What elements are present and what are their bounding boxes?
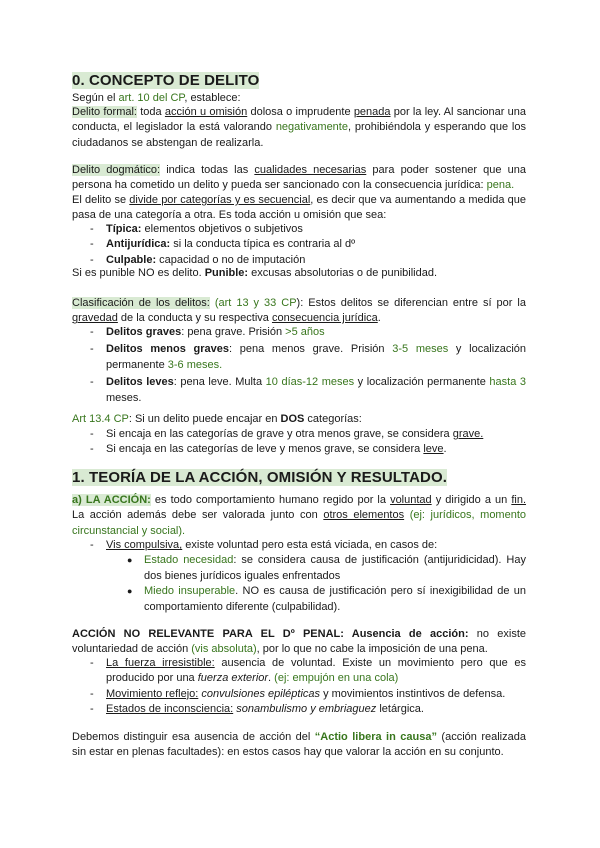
text: Si es punible NO es delito. <box>72 267 205 279</box>
delito-formal-label: Delito formal: <box>72 106 137 118</box>
list-item <box>72 325 526 340</box>
item-text: y movimientos instintivos de defensa. <box>320 687 506 700</box>
text: es todo comportamiento humano regido por la <box>150 494 391 506</box>
text: por la ley. Al sancionar una conducta, el legislador la está valorando <box>72 106 527 134</box>
green-reference: (art 13 y 33 CP <box>209 297 297 309</box>
item-text: letárgica. <box>376 703 424 716</box>
delito-dogmatico-label: Delito dogmático: <box>72 164 161 176</box>
division-paragraph <box>72 193 526 224</box>
underlined-term: voluntad <box>390 494 432 506</box>
list-item <box>72 553 526 584</box>
dash-bullet: - <box>90 253 94 266</box>
underlined-term: Vis compulsiva, <box>106 539 183 551</box>
list-item <box>72 584 526 615</box>
underlined-term: gravedad <box>72 312 118 325</box>
section-0-title <box>72 72 526 90</box>
actio-libera-paragraph <box>72 730 526 761</box>
item-text: y localización permanente <box>354 376 490 389</box>
underlined-term: grave. <box>452 428 484 440</box>
green-term: negativamente <box>275 121 348 134</box>
dash-bullet: - <box>90 326 94 338</box>
green-example: (ej: empujón en una cola) <box>274 672 399 685</box>
dash-bullet: - <box>90 238 94 251</box>
list-item <box>72 222 526 237</box>
underlined-term: La fuerza irresistible: <box>106 657 215 669</box>
punible-paragraph <box>72 266 526 281</box>
intro-text: Según el <box>72 92 119 104</box>
underlined-term: Estados de inconsciencia: <box>106 703 234 716</box>
list-item <box>72 687 526 702</box>
bold-term: DOS <box>280 413 305 425</box>
underlined-term: acción u omisión <box>164 106 248 118</box>
category-list <box>72 222 526 268</box>
delitos-list <box>72 325 526 406</box>
clasificacion-paragraph <box>72 296 526 327</box>
dash-bullet: - <box>90 428 94 440</box>
item-term: Culpable: <box>106 253 157 266</box>
intro-text-end: , establece: <box>184 92 241 104</box>
underlined-term: cualidades necesarias <box>254 164 367 176</box>
green-term: hasta 3 <box>489 376 527 389</box>
item-term: Delitos menos graves <box>106 343 229 356</box>
dash-bullet: - <box>90 376 94 389</box>
text: y dirigido a un <box>431 494 512 506</box>
text: La acción además debe ser valorada junto con <box>72 509 324 522</box>
text: de la conducta y su respectiva <box>117 312 272 325</box>
item-term: Delitos graves <box>106 326 182 338</box>
item-text: : pena menos grave. Prisión <box>229 343 393 356</box>
item-text: Si encaja en las categorías de grave y otra menos grave, se considera <box>106 428 453 440</box>
text: categorías: <box>304 413 362 425</box>
list-item <box>72 442 526 457</box>
green-term: Miedo insuperable <box>144 585 236 598</box>
vis-compulsiva-list <box>72 538 526 615</box>
list-item <box>72 375 526 406</box>
dash-bullet: - <box>90 223 94 235</box>
dot-bullet: ● <box>127 555 133 566</box>
list-item <box>72 427 526 442</box>
item-text: . <box>268 672 275 685</box>
item-text: elementos objetivos o subjetivos <box>141 223 303 235</box>
text: ): Estos delitos se diferencian entre sí por la <box>296 297 526 309</box>
dash-bullet: - <box>90 657 94 669</box>
list-item <box>72 538 526 553</box>
dash-bullet: - <box>90 443 94 456</box>
text: , prohibiéndola y esperando que los ciudadanos se abstengan de realizarla. <box>72 121 526 149</box>
item-text: y localización permanente <box>106 343 526 371</box>
delito-formal-paragraph <box>72 105 526 151</box>
list-item <box>72 702 526 717</box>
underlined-term: penada <box>353 106 391 118</box>
text: indica todas las <box>160 164 255 176</box>
item-text: : se considera causa de justificación (antijuridicidad). Hay dos bienes jurídicos iguales enfrentados <box>144 554 526 582</box>
green-term: 3-6 meses. <box>167 358 223 371</box>
la-accion-paragraph <box>72 493 526 539</box>
list-item <box>72 237 526 252</box>
dash-bullet: - <box>90 539 94 551</box>
intro-reference: art. 10 del CP <box>118 92 185 104</box>
item-text: . <box>443 443 447 456</box>
dot-bullet: ● <box>127 586 133 597</box>
bold-heading: ACCIÓN NO RELEVANTE PARA EL Dº PENAL: Ausencia de acción: <box>72 628 469 640</box>
text: : Si un delito puede encajar en <box>128 413 281 425</box>
green-term: >5 años <box>285 326 325 338</box>
green-term: 3-5 meses <box>392 343 449 356</box>
list-item <box>72 342 526 373</box>
italic-term: convulsiones epilépticas <box>198 687 321 700</box>
dash-bullet: - <box>90 343 94 356</box>
green-reference: Art 13.4 CP <box>72 413 129 425</box>
text: excusas absolutorias o de punibilidad. <box>248 267 438 279</box>
text: (acción realizada sin estar en plenas facultades): en estos casos hay que valorar la acción en su conjunto. <box>72 731 526 759</box>
dash-bullet: - <box>90 687 94 700</box>
underlined-term: Movimiento reflejo: <box>106 687 199 700</box>
text: no existe voluntariedad de acción <box>72 628 526 656</box>
ausencia-accion-list <box>72 656 526 718</box>
item-text: : pena leve. Multa <box>173 376 266 389</box>
text: para poder sostener que una persona ha cometido un delito y pueda ser sancionado con la consecuencia jurídica: <box>72 164 527 192</box>
art-13-4-paragraph <box>72 412 526 427</box>
text: toda <box>137 106 165 118</box>
green-term: 10 días-12 meses <box>265 376 355 389</box>
dash-bullet: - <box>90 703 94 716</box>
item-term: Antijurídica: <box>106 238 171 251</box>
italic-term: sonambulismo y embriaguez <box>233 703 377 716</box>
underlined-term: consecuencia jurídica <box>271 312 378 325</box>
underlined-term: fin. <box>511 494 527 506</box>
item-text: . NO es causa de justificación pero sí inexigibilidad de un comportamiento diferente (culpabilidad). <box>144 585 526 613</box>
item-text: ausencia de voluntad. Existe un movimiento pero que es producido por una <box>106 657 526 685</box>
text: Debemos distinguir esa ausencia de acción del <box>72 731 315 743</box>
item-text: Si encaja en las categorías de leve y menos grave, se considera <box>106 443 424 456</box>
text: , por lo que no cabe la imposición de una pena. <box>256 643 488 656</box>
text: , es decir que va aumentando a medida que pasa de una categoría a otra. Es toda acción u omisión que sea: <box>72 194 526 222</box>
delito-dogmatico-paragraph <box>72 163 526 194</box>
green-example: (ej: jurídicos, momento circunstancial y social). <box>72 509 527 537</box>
text: El delito se <box>72 194 130 206</box>
la-accion-label: a) LA ACCIÓN: <box>72 494 151 506</box>
green-term: Estado necesidad <box>144 554 234 567</box>
text: . <box>377 312 381 325</box>
item-term: Delitos leves <box>106 376 174 389</box>
list-item <box>72 656 526 687</box>
section-0-title-text: 0. CONCEPTO DE DELITO <box>72 72 260 89</box>
clasificacion-label: Clasificación de los delitos: <box>72 297 210 309</box>
green-bold-term: “Actio libera in causa” <box>314 731 437 743</box>
section-1-title-text: 1. TEORÍA DE LA ACCIÓN, OMISIÓN Y RESULTADO. <box>72 469 447 486</box>
italic-term: fuerza exterior <box>197 672 269 685</box>
text: dolosa o imprudente <box>247 106 354 118</box>
section-1-title <box>72 469 526 487</box>
item-text: capacidad o no de imputación <box>156 253 306 266</box>
art-13-4-list <box>72 427 526 458</box>
item-text: : pena grave. Prisión <box>181 326 286 338</box>
accion-no-relevante-paragraph <box>72 627 526 658</box>
green-term: pena. <box>486 179 515 192</box>
item-text: existe voluntad pero esta está viciada, en casos de: <box>182 539 438 551</box>
underlined-term: otros elementos <box>323 509 405 522</box>
green-term: (vis absoluta) <box>191 643 257 656</box>
item-text: meses. <box>106 391 142 404</box>
item-term: Típica: <box>106 223 142 235</box>
underlined-term: divide por categorías y es secuencial <box>129 194 311 206</box>
bold-term: Punible: <box>204 267 249 279</box>
underlined-term: leve <box>423 443 444 456</box>
item-text: si la conducta típica es contraria al dº <box>170 238 356 251</box>
